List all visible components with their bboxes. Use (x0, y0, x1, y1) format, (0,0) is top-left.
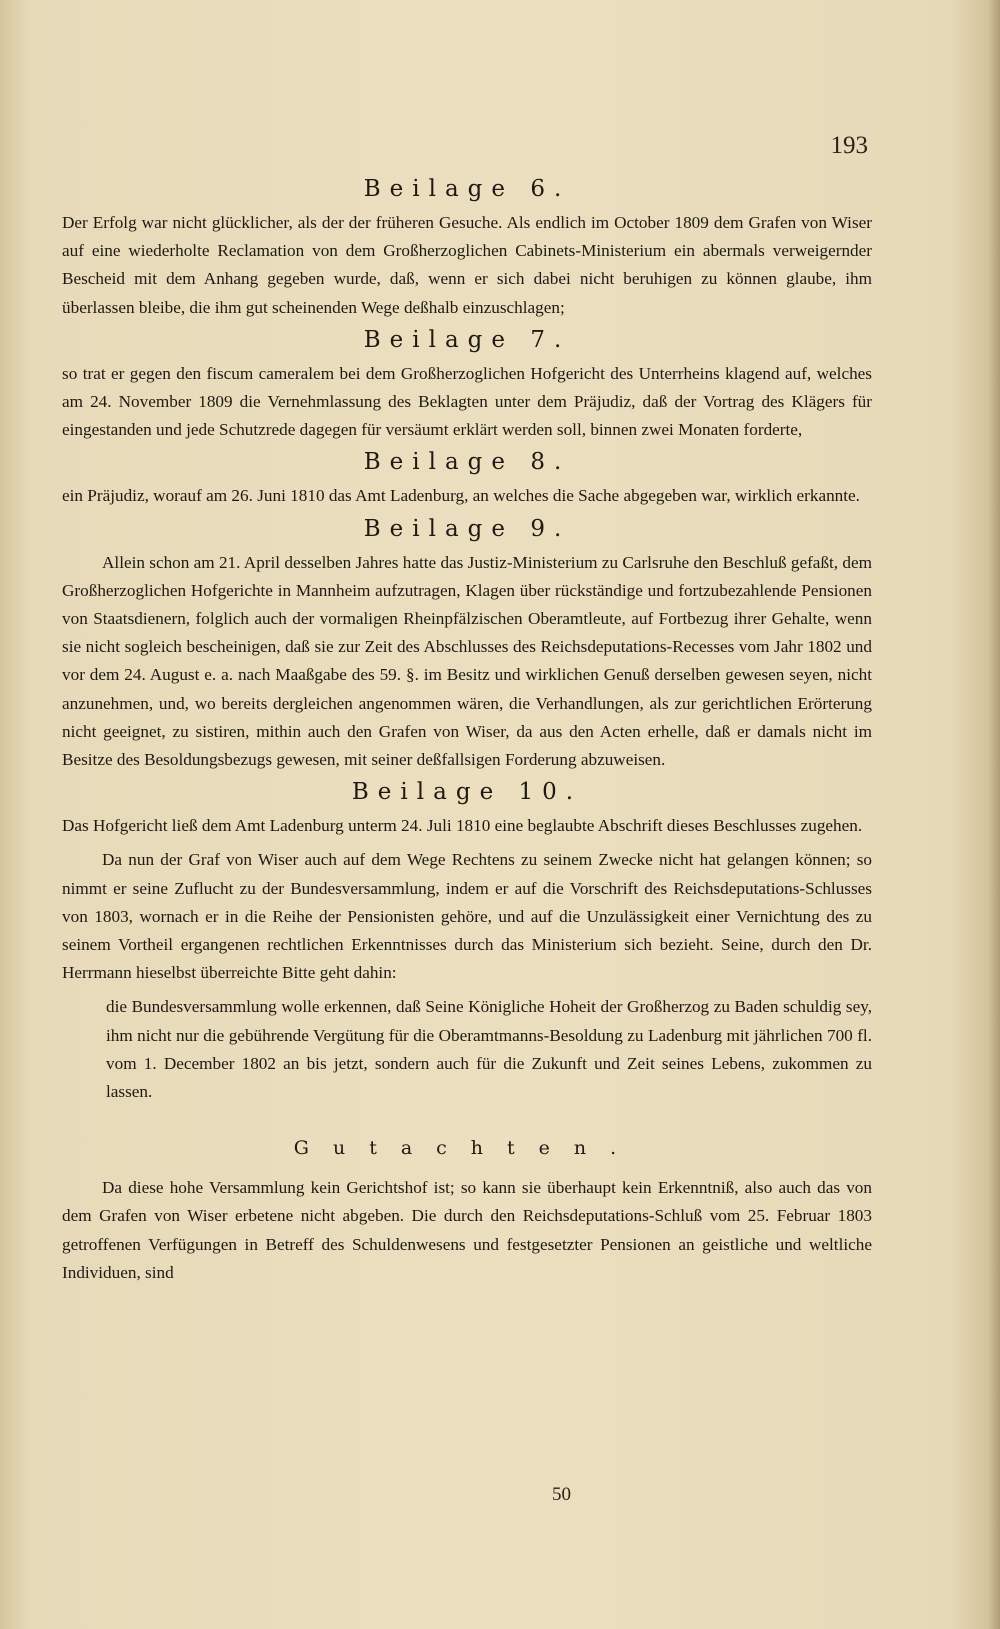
beilage-9-heading: Beilage 9. (363, 515, 571, 542)
beilage-6-heading: Beilage 6. (363, 176, 571, 202)
beilage-8-heading: Beilage 8. (363, 449, 571, 476)
beilage-10-heading: Beilage 10. (351, 779, 583, 806)
beilage-8-paragraph: ein Präjudiz, worauf am 26. Juni 1810 das Amt Ladenburg, an welches die Sache abgegeben war, wirklich erkannte. (62, 486, 860, 506)
page-content (62, 171, 872, 1287)
petition-paragraph: die Bundesversammlung wolle erkennen, daß Seine Königliche Hoheit der Großherzog zu Baden schuldig sey, ihm nicht nur die gebührende Vergütung für die Oberamtmanns-Besoldung zu Ladenburg mit jährlichen 700 fl. vom 1. December 1802 an bis jetzt, sondern auch für die Zukunft und Zeit seines Lebens, zukommen zu lassen. (106, 997, 872, 1102)
beilage-6-paragraph: Der Erfolg war nicht glücklicher, als der der früheren Gesuche. Als endlich im October 1809 dem Grafen von Wiser auf eine wiederholte Reclamation von dem Großherzoglichen Cabinets-Ministerium ein abermals verweigernder Bescheid mit dem Anhang gegeben wurde, daß, wenn er sich dabei nicht beruhigen zu können glaube, ihm überlassen bleibe, die ihm gut scheinenden Wege deßhalb einzuschlagen; (62, 213, 872, 317)
signature-mark: 50 (552, 1484, 571, 1505)
beilage-7-heading: Beilage 7. (363, 326, 571, 353)
gutachten-paragraph: Da diese hohe Versammlung kein Gerichtshof ist; so kann sie überhaupt kein Erkenntniß, also auch das von dem Grafen von Wiser erbetene nicht abgeben. Die durch den Reichsdeputations-Schluß vom 25. Februar 1803 getroffenen Verfügungen in Betreff des Schuldenwesens und festgesetzter Pensionen an geistliche und weltliche Individuen, sind (62, 1178, 872, 1282)
gutachten-heading: Gutachten. (293, 1137, 641, 1160)
beilage-9-paragraph: Allein schon am 21. April desselben Jahres hatte das Justiz-Ministerium zu Carlsruhe den Beschluß gefaßt, dem Großherzoglichen Hofgerichte in Mannheim aufzutragen, Klagen über rückständige und fortzubezahlende Pensionen von Staatsdienern, folglich auch der vormaligen Rheinpfälzischen Oberamtleute, auf Fortbezug ihrer Gehalte, wenn sie nicht sogleich bescheinigen, daß sie zur Zeit des Abschlusses des Reichsdeputations-Recesses vom Jahr 1802 und vor dem 24. August e. a. nach Maaßgabe des 59. §. im Besitz und wirklichen Genuß derselben gewesen seyen, nicht anzunehmen, und, wo bereits dergleichen angenommen wären, die Verhandlungen, als zur gerichtlichen Erörterung nicht geeignet, zu sistiren, mithin auch den Grafen von Wiser, da aus den Acten erhelle, daß er damals nicht im Besitze des Besoldungsbezugs gewesen, mit seiner deßfallsigen Forderung abzuweisen. (62, 552, 872, 770)
page-number: 193 (830, 132, 868, 159)
beilage-7-paragraph: so trat er gegen den fiscum cameralem bei dem Großherzoglichen Hofgericht des Unterrheins klagend auf, welches am 24. November 1809 die Vernehmlassung des Beklagten unter dem Präjudiz, daß der Vortrag des Klägers für eingestanden und jede Schutzrede dagegen für versäumt erklärt werden soll, binnen zwei Monaten forderte, (62, 363, 872, 440)
beilage-10-paragraph: Das Hofgericht ließ dem Amt Ladenburg unterm 24. Juli 1810 eine beglaubte Abschrift dieses Beschlusses zugehen. (62, 816, 863, 836)
main-paragraph: Da nun der Graf von Wiser auch auf dem Wege Rechtens zu seinem Zwecke nicht hat gelangen können; so nimmt er seine Zuflucht zu der Bundesversammlung, indem er auf die Vorschrift des Reichsdeputations-Schlusses von 1803, wornach er in die Reihe der Pensionisten gehöre, und auf die Unzulässigkeit einer Vernichtung des zu seinem Vortheil ergangenen rechtlichen Erkenntnisses durch das Ministerium sich bezieht. Seine, durch den Dr. Herrmann hieselbst überreichte Bitte geht dahin: (62, 850, 872, 983)
